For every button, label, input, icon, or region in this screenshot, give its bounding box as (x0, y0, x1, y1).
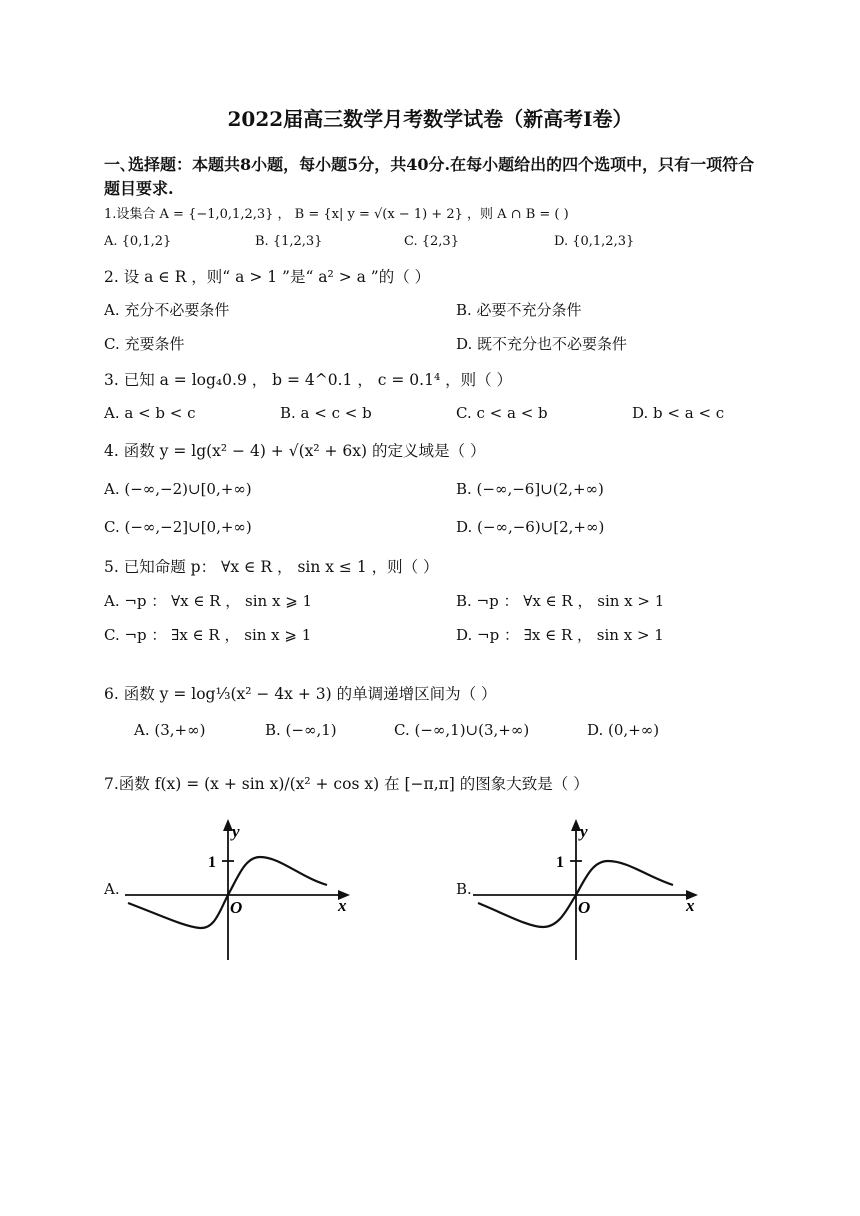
q5-option-d: D. ¬p ： ∃x ∈ R ， sin x > 1 (456, 626, 664, 644)
question-1-stem: 1.设集合 A = {−1,0,1,2,3} ， B = {x| y = √(x − 1) + 2} ，则 A ∩ B = ( ) (104, 207, 569, 222)
q7-option-b: B. (456, 880, 472, 898)
one-label: 1 (208, 854, 216, 871)
q1-option-a: A. {0,1,2} (104, 234, 172, 249)
q1-option-d: D. {0,1,2,3} (554, 234, 635, 249)
section-heading: 一､选择题：本题共8小题，每小题5分，共40分.在每小题给出的四个选项中，只有一项符合题目要求. (104, 155, 755, 198)
question-2-stem: 2. 设 a ∈ R ，则“ a > 1 ”是“ a² > a ”的（ ） (104, 268, 431, 286)
q6-option-d: D. (0,+∞) (587, 721, 660, 739)
y-axis-label: y (232, 822, 240, 841)
q6-option-a: A. (3,+∞) (134, 721, 206, 739)
q5-option-c: C. ¬p ： ∃x ∈ R ， sin x ⩾ 1 (104, 626, 312, 644)
q6-option-c: C. (−∞,1)∪(3,+∞) (394, 721, 530, 739)
one-label: 1 (556, 854, 564, 871)
q2-option-b: B. 必要不充分条件 (456, 301, 582, 319)
q3-option-d: D. b < a < c (632, 404, 725, 422)
q4-option-d: D. (−∞,−6)∪[2,+∞) (456, 518, 605, 536)
q7-graph-b (468, 815, 708, 965)
q3-option-c: C. c < a < b (456, 404, 548, 422)
q4-option-c: C. (−∞,−2]∪[0,+∞) (104, 518, 252, 536)
q6-option-b: B. (−∞,1) (265, 721, 337, 739)
q1-option-c: C. {2,3} (404, 234, 459, 249)
question-5-stem: 5. 已知命题 p： ∀x ∈ R ， sin x ≤ 1 ，则（ ） (104, 558, 439, 576)
q5-option-a: A. ¬p ： ∀x ∈ R ， sin x ⩾ 1 (104, 592, 313, 610)
q2-option-d: D. 既不充分也不必要条件 (456, 335, 628, 353)
question-7-stem: 7.函数 f(x) = (x + sin x)/(x² + cos x) 在 [−π,π] 的图象大致是（ ） (104, 775, 589, 793)
q3-option-a: A. a < b < c (104, 404, 196, 422)
q2-option-a: A. 充分不必要条件 (104, 301, 230, 319)
x-axis-label: x (686, 896, 695, 915)
x-axis-label: x (338, 896, 347, 915)
q7-graph-a (120, 815, 360, 965)
q4-option-a: A. (−∞,−2)∪[0,+∞) (104, 480, 252, 498)
page-title: 2022届高三数学月考数学试卷（新高考Ⅰ卷） (227, 107, 633, 131)
q4-option-b: B. (−∞,−6]∪(2,+∞) (456, 480, 604, 498)
q2-option-c: C. 充要条件 (104, 335, 185, 353)
question-3-stem: 3. 已知 a = log₄0.9 ， b = 4^0.1 ， c = 0.1⁴ ，则（ ） (104, 371, 513, 389)
origin-label: O (230, 898, 243, 917)
q1-option-b: B. {1,2,3} (255, 234, 323, 249)
origin-label: O (578, 898, 591, 917)
y-axis-label: y (580, 822, 588, 841)
q7-option-a: A. (104, 880, 120, 898)
question-4-stem: 4. 函数 y = lg(x² − 4) + √(x² + 6x) 的定义域是（ ） (104, 442, 486, 460)
question-6-stem: 6. 函数 y = log⅓(x² − 4x + 3) 的单调递增区间为（ ） (104, 685, 497, 703)
q3-option-b: B. a < c < b (280, 404, 372, 422)
q5-option-b: B. ¬p ： ∀x ∈ R ， sin x > 1 (456, 592, 665, 610)
